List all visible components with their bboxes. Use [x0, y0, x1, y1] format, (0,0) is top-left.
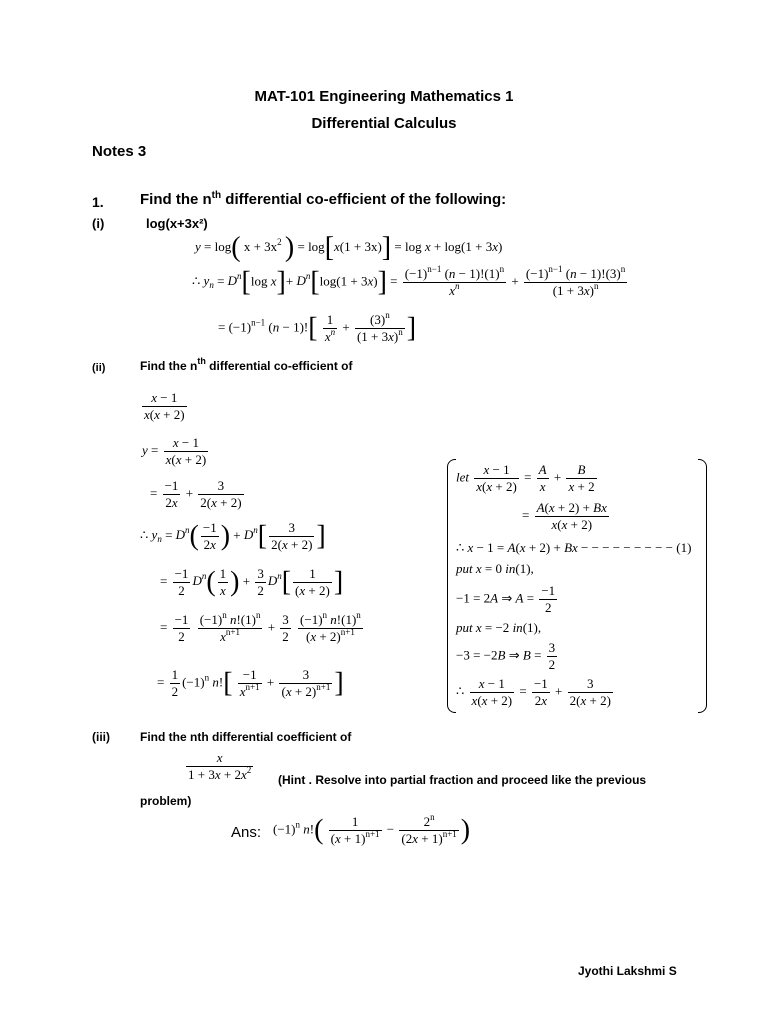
part-iii-label: (iii) [92, 730, 110, 744]
hint-continued: problem) [140, 794, 192, 808]
part-iii-text: Find the nth differential coefficient of [140, 730, 352, 744]
equation-ii-line2: = $\frac{-1}{2x}$ + $\frac{3}{2(x + 2)}$ [150, 478, 242, 510]
equation-iii-function: $\frac{x}{1 + 3x + 2x^2}$ [188, 750, 252, 782]
pf-line1: let $\frac{x - 1}{x(x + 2)}$ = $\frac{A}{x}$ + $\frac{B}{x + 2}$ [456, 462, 595, 494]
answer-label: Ans: [231, 824, 262, 841]
part-ii-label: (ii) [92, 362, 106, 374]
pf-line3: ∴ x − 1 = A(x + 2) + Bx − − − − − − − − − (1) [456, 540, 692, 555]
part-i-label: (i) [92, 216, 105, 231]
equation-ii-line5: = $\frac{-1}{2}$ $\frac{(-1)^n n!(1)^n}{x^{n+1}}$ + $\frac{3}{2}$ $\frac{(-1)^n n!(1)^n}{(x + 2)^{n+1}}$ [160, 610, 361, 644]
equation-ii-line6: = $\frac{1}{2}$ $(-1)^n$ n![ $\frac{-1}{x^{n+1}}$ + $\frac{3}{(x + 2)^{n+1}}$ ] [157, 667, 344, 699]
pf-line2: = $\frac{A(x + 2) + Bx}{x(x + 2)}$ [522, 500, 607, 532]
part-ii-text: Find the $n^{th}$ differential co-efficient of [140, 356, 353, 373]
equation-i-line2: ∴ $y_n = D^n[\log$ $x]+ D^n[\log(1 + 3x)]$ = $\frac{(-1)^{n-1} (n - 1)!(1)^n}{x^n}$ + $\frac{(-1)^{n-1} (n - 1)!(3)^n}{(1 + 3x)^n}$ [192, 264, 626, 298]
pf-line6: put x = −2 in(1), [456, 620, 542, 635]
notes-label: Notes 3 [92, 143, 147, 160]
pf-line5: −1 = 2A ⇒ A = $\frac{-1}{2}$ [456, 583, 556, 615]
equation-i-line3: = $(-1)^{n-1}$ (n − 1)![ $\frac{1}{x^n}$ + $\frac{(3)^n}{(1 + 3x)^n}$ ] [218, 310, 417, 344]
question-heading: Find the $n^{th}$ differential co-efficient of the following: [140, 190, 507, 208]
author-name: Jyothi Lakshmi S [578, 964, 677, 978]
pf-line8: ∴ $\frac{x - 1}{x(x + 2)}$ = $\frac{-1}{2x}$ + $\frac{3}{2(x + 2)}$ [456, 676, 611, 708]
equation-ii-line3: ∴ $y_n = D^n$( $\frac{-1}{2x}$ ) + $D^n$[ $\frac{3}{2(x + 2)}$ ] [140, 520, 326, 552]
pf-line4: put x = 0 in(1), [456, 561, 534, 576]
hint-text: (Hint . Resolve into partial fraction and proceed like the previous [278, 773, 647, 787]
subject-title: Differential Calculus [311, 115, 457, 132]
question-number: 1. [92, 194, 104, 210]
equation-ii-function: $\frac{x - 1}{x(x + 2)}$ [144, 390, 185, 422]
equation-ii-line4: = $\frac{-1}{2}$ $D^n$( $\frac{1}{x}$ ) + $\frac{3}{2}$ $D^n$[ $\frac{1}{(x + 2)}$ ] [160, 566, 344, 598]
equation-i-line1: y = log( $x + 3x^2$ ) = log[x(1 + 3x)] = log x + log(1 + 3x) [195, 232, 503, 263]
answer-equation: $(-1)^n$ n!( $\frac{1}{(x + 1)^{n+1}}$ − $\frac{2^n}{(2x + 1)^{n+1}}$ ) [273, 812, 471, 846]
part-i-function: log(x+3x²) [146, 216, 208, 231]
pf-line7: −3 = −2B ⇒ B = $\frac{3}{2}$ [456, 640, 556, 672]
equation-ii-line1: y = $\frac{x - 1}{x(x + 2)}$ [142, 435, 207, 467]
course-title: MAT-101 Engineering Mathematics 1 [254, 88, 514, 105]
